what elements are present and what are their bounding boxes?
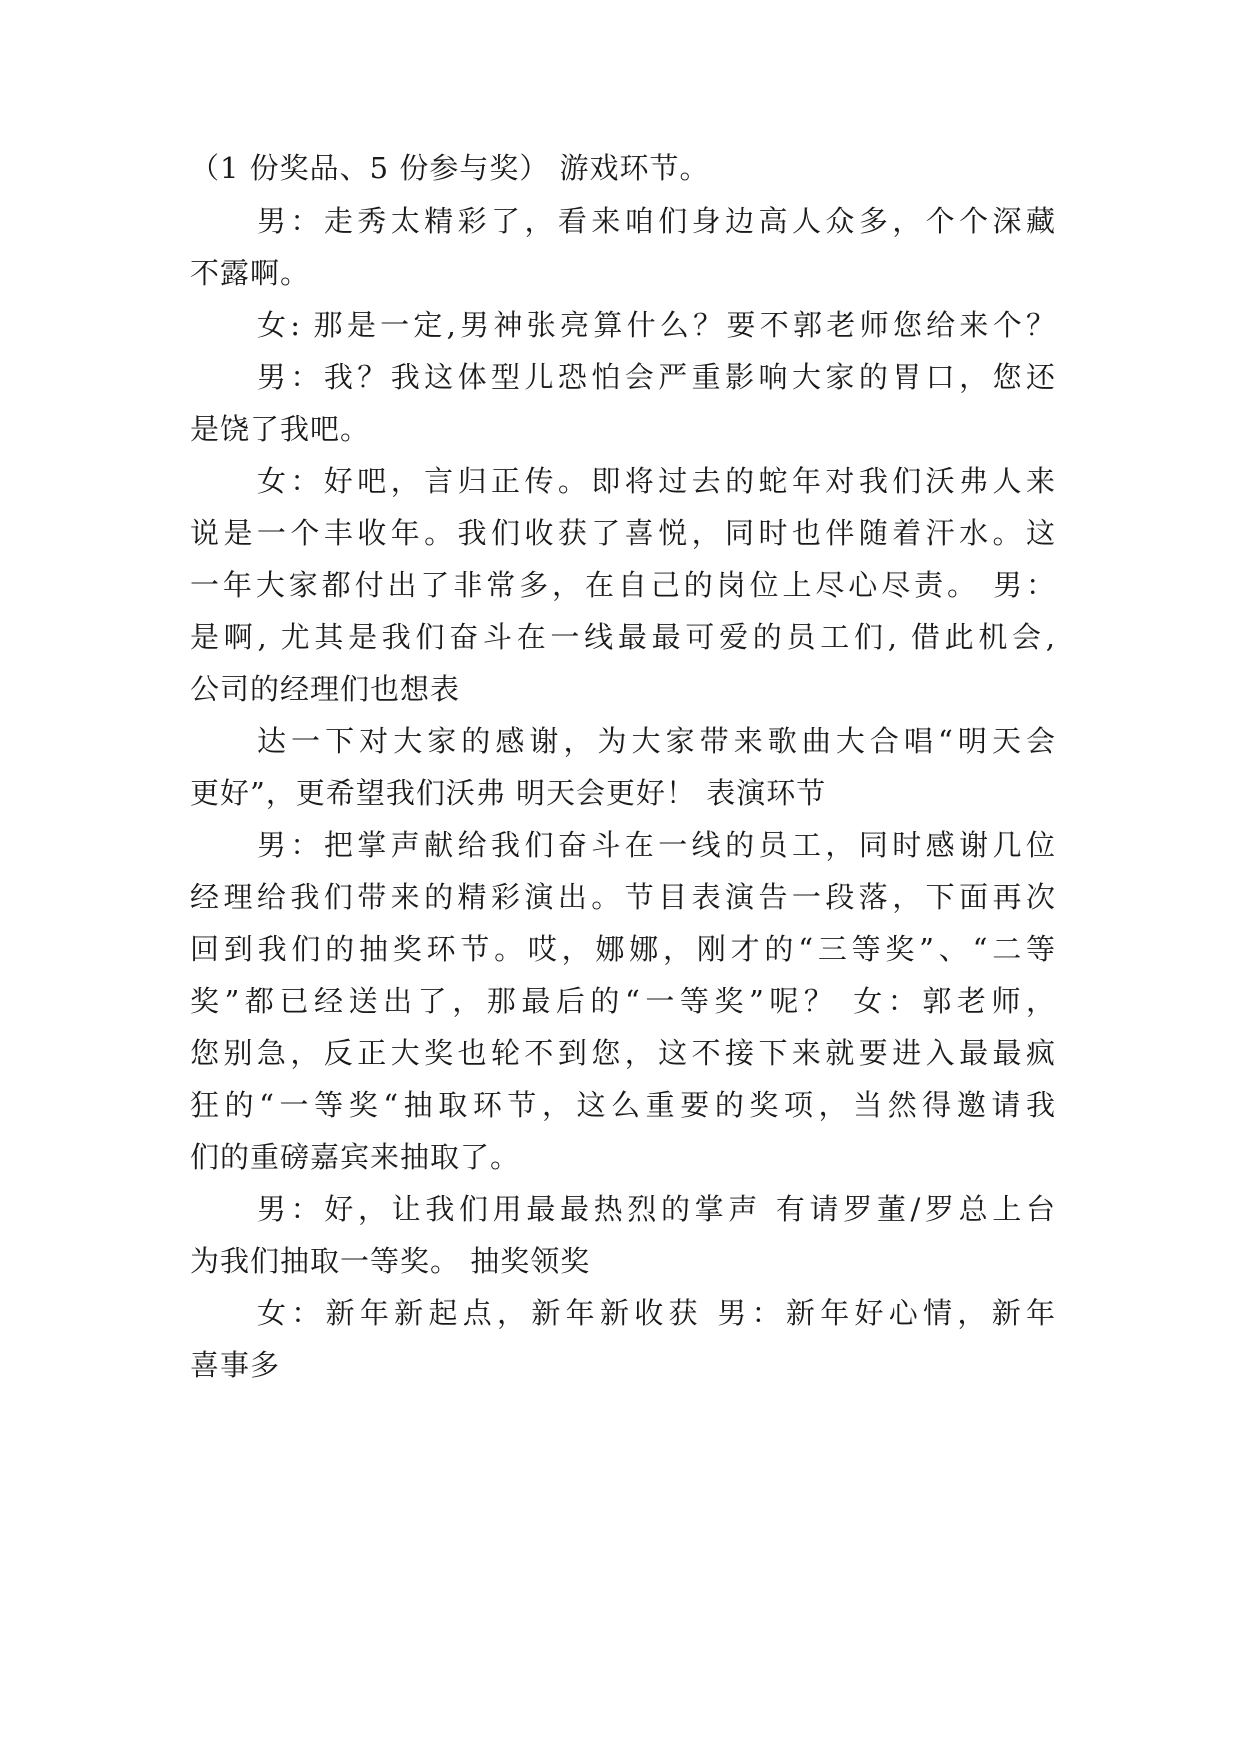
- text-line: 为我们抽取一等奖。 抽奖领奖: [190, 1244, 591, 1278]
- text-line: 女: 那是一定,男神张亮算什么？要不郭老师您给来个？: [257, 308, 1055, 342]
- text-line: 女：好吧，言归正传。即将过去的蛇年对我们沃弗人来: [257, 464, 1055, 498]
- text-line: 狂的“一等奖“抽取环节，这么重要的奖项，当然得邀请我: [190, 1088, 1055, 1122]
- text-line: 一年大家都付出了非常多，在自己的岗位上尽心尽责。 男：: [190, 568, 1055, 602]
- text-line: 男：把掌声献给我们奋斗在一线的员工，同时感谢几位: [257, 828, 1055, 862]
- text-line: 喜事多: [190, 1348, 281, 1382]
- text-line: 经理给我们带来的精彩演出。节目表演告一段落，下面再次: [190, 880, 1055, 914]
- text-line: 不露啊。: [190, 256, 311, 290]
- text-line: 是啊, 尤其是我们奋斗在一线最最可爱的员工们, 借此机会,: [190, 620, 1055, 654]
- text-line: 公司的经理们也想表: [190, 672, 461, 706]
- text-line: 男：我？我这体型儿恐怕会严重影响大家的胃口，您还: [257, 360, 1055, 394]
- text-line: 您别急，反正大奖也轮不到您，这不接下来就要进入最最疯: [190, 1036, 1055, 1070]
- text-line: 们的重磅嘉宾来抽取了。: [190, 1140, 521, 1174]
- text-line: 男：好，让我们用最最热烈的掌声 有请罗董/罗总上台: [257, 1192, 1055, 1226]
- text-line: 达一下对大家的感谢，为大家带来歌曲大合唱“明天会: [257, 724, 1055, 758]
- text-line: 女：新年新起点，新年新收获 男：新年好心情，新年: [257, 1296, 1055, 1330]
- text-line: 说是一个丰收年。我们收获了喜悦，同时也伴随着汗水。这: [190, 516, 1055, 550]
- text-line: （1 份奖品、5 份参与奖） 游戏环节。: [190, 151, 710, 185]
- text-line: 更好”，更希望我们沃弗 明天会更好！ 表演环节: [190, 776, 827, 810]
- text-line: 回到我们的抽奖环节。哎，娜娜，刚才的“三等奖”、“二等: [190, 932, 1055, 966]
- text-line: 男：走秀太精彩了，看来咱们身边高人众多，个个深藏: [257, 204, 1055, 238]
- text-line: 是饶了我吧。: [190, 412, 371, 446]
- text-line: 奖”都已经送出了，那最后的“一等奖”呢？ 女：郭老师，: [190, 984, 1055, 1018]
